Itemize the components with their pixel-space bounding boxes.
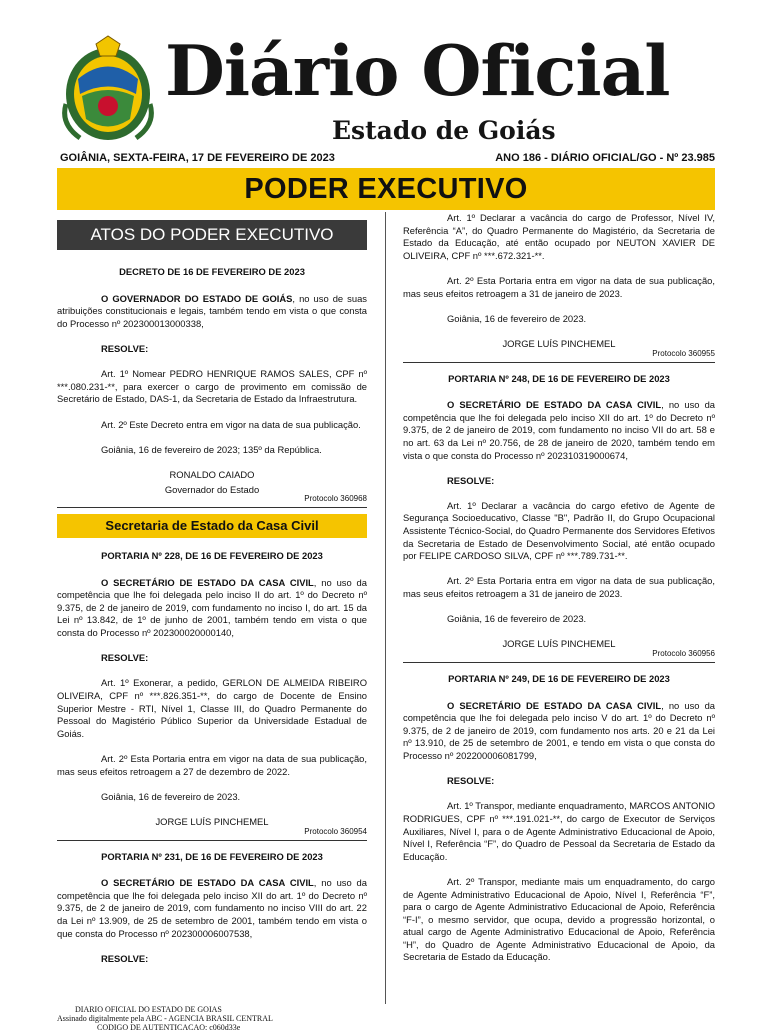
footer-line-1: DIARIO OFICIAL DO ESTADO DE GOIAS bbox=[75, 1005, 222, 1014]
decreto-signer-role: Governador do Estado bbox=[164, 483, 260, 495]
casa-civil-header: Secretaria de Estado da Casa Civil bbox=[57, 514, 367, 538]
footer-line-2: Assinado digitalmente pela ABC - AGENCIA BRASIL CENTRAL bbox=[57, 1014, 273, 1023]
left-column bbox=[57, 212, 367, 978]
state-coat-of-arms-icon bbox=[58, 34, 158, 144]
portaria248-intro: O SECRETÁRIO DE ESTADO DA CASA CIVIL, no uso da competência que lhe foi delegada pelo inciso XII do art. 1º do Decreto nº 9.375, de 2 de janeiro de 2019, com fundamento no inciso VII do art. 58 e no art. 63 da Lei nº 20.756, de 28 de janeiro de 2020, também tendo em vista o que consta do Processo nº 202310319000674, bbox=[403, 399, 715, 461]
portaria249-art2: Art. 2º Transpor, mediante mais um enquadramento, do cargo de Agente Administrativo Educacional de Apoio, Nível I, Referência “F”, para o cargo de Agente Administrativo Educacional de Apoio, Referência “F-I”, o mesmo servidor, que ocupa, devido a progressão horizontal, o atual cargo de Agente Administrativo Educacional de Apoio, Referência “H”, do Quadro de Agente Administrativo Educacional de Apoio, da Secretaria de Estado da Educação. bbox=[403, 875, 715, 963]
masthead bbox=[0, 0, 770, 175]
decreto-title: DECRETO DE 16 DE FEVEREIRO DE 2023 bbox=[119, 266, 305, 277]
portaria228-art2: Art. 2º Esta Portaria entra em vigor na data de sua publicação, mas seus efeitos retroagem a 27 de dezembro de 2022. bbox=[57, 753, 367, 777]
atos-header: ATOS DO PODER EXECUTIVO bbox=[57, 220, 367, 250]
portaria-cont-art2: Art. 2º Esta Portaria entra em vigor na data de sua publicação, mas seus efeitos retroagem a 31 de janeiro de 2023. bbox=[403, 274, 715, 299]
portaria248-protocol: Protocolo 360956 bbox=[403, 649, 715, 663]
portaria248-art1: Art. 1º Declarar a vacância do cargo efetivo de Agente de Segurança Socioeducativo, Classe "B", Padrão II, do Grupo Ocupacional Assistente Técnico-Social, do Quadro Permanente dos Servidores Efetivos da Secretaria de Estado de Desenvolvimento Social, até então ocupado por FELIPE CARDOSO SILVA, CPF nº ***.789.731-**. bbox=[403, 499, 715, 562]
portaria249-art1: Art. 1º Transpor, mediante enquadramento, MARCOS ANTONIO RODRIGUES, CPF nº ***.191.021-**, do cargo de Executor de Serviços Auxiliares, Nível I, para o de Agente Administrativo Educacional de Apoio, Nível I, Referência “F”, do Quadro de Pessoal da Secretaria de Estado da Educação. bbox=[403, 800, 715, 862]
portaria228-signer: JORGE LUÍS PINCHEMEL bbox=[155, 815, 269, 827]
right-column bbox=[403, 212, 715, 977]
portaria231-title: PORTARIA Nº 231, DE 16 DE FEVEREIRO DE 2023 bbox=[101, 850, 323, 862]
portaria249-intro: O SECRETÁRIO DE ESTADO DA CASA CIVIL, no uso da competência que lhe foi delegada pelo inciso V do art. 1º do Decreto nº 9.375, de 2 de janeiro de 2019, com fundamento nos arts. 20 e 21 da Lei nº 13.910, de 25 de setembro de 2001, e tendo em vista o que consta do Processo nº 202200006081799, bbox=[403, 699, 715, 761]
footer-authentication-code: CODIGO DE AUTENTICACAO: c060d33e bbox=[97, 1023, 241, 1032]
section-title: PODER EXECUTIVO bbox=[244, 173, 528, 205]
decreto-resolve: RESOLVE: bbox=[101, 342, 149, 354]
portaria228-place-date: Goiânia, 16 de fevereiro de 2023. bbox=[101, 790, 241, 802]
portaria228-protocol: Protocolo 360954 bbox=[57, 827, 367, 841]
portaria228-art1: Art. 1º Exonerar, a pedido, GERLON DE ALMEIDA RIBEIRO OLIVEIRA, CPF nº ***.826.351-**, do cargo de Docente de Ensino Superior Mestre - RTI, Nível 1, Classe III, do Quadro Permanente do Pessoal do Magistério Público Superior da Universidade Estadual de Goiás. bbox=[57, 677, 367, 739]
portaria-cont-protocol: Protocolo 360955 bbox=[403, 349, 715, 363]
portaria228-intro: O SECRETÁRIO DE ESTADO DA CASA CIVIL, no uso da competência que lhe foi delegada pelo inciso II do art. 1º do Decreto nº 9.375, de 2 de janeiro de 2019, com fundamento no inciso I, do art. 15 da Lei nº 13.842, de 1º de junho de 2001, também tendo em vista o que consta do Processo nº 202300020000140, bbox=[57, 576, 367, 639]
column-divider bbox=[385, 212, 386, 1004]
portaria248-signer: JORGE LUÍS PINCHEMEL bbox=[502, 638, 616, 650]
portaria-cont-place-date: Goiânia, 16 de fevereiro de 2023. bbox=[447, 312, 587, 324]
section-band bbox=[57, 168, 715, 210]
masthead-subtitle: Estado de Goiás bbox=[332, 116, 556, 145]
portaria249-resolve: RESOLVE: bbox=[447, 775, 495, 787]
decreto-art1: Art. 1º Nomear PEDRO HENRIQUE RAMOS SALES, CPF nº ***.080.231-**, para exercer o cargo de provimento em comissão de Secretário de Estado, DAS-1, da Secretaria de Estado da Infraestrutura. bbox=[57, 368, 367, 405]
decreto-art2: Art. 2º Este Decreto entra em vigor na data de sua publicação. bbox=[101, 418, 361, 430]
portaria248-resolve: RESOLVE: bbox=[447, 474, 495, 486]
decreto-protocol: Protocolo 360968 bbox=[57, 494, 367, 508]
portaria248-place-date: Goiânia, 16 de fevereiro de 2023. bbox=[447, 613, 587, 625]
portaria228-resolve: RESOLVE: bbox=[101, 652, 149, 664]
portaria249-title: PORTARIA Nº 249, DE 16 DE FEVEREIRO DE 2023 bbox=[448, 673, 670, 684]
portaria231-resolve: RESOLVE: bbox=[101, 952, 149, 964]
decreto-intro: O GOVERNADOR DO ESTADO DE GOIÁS, no uso de suas atribuições constitucionais e legais, também tendo em vista o que consta do Processo nº 202300013000338, bbox=[57, 292, 367, 329]
portaria-cont-art1: Art. 1º Declarar a vacância do cargo de Professor, Nível IV, Referência “A”, do Quadro Permanente do Magistério, da Secretaria de Estado da Educação, até então ocupado por NEUTON XAVIER DE OLIVEIRA, CPF nº ***.672.321-**. bbox=[403, 212, 715, 261]
masthead-title: Diário Oficial bbox=[165, 31, 670, 112]
portaria-cont-signer: JORGE LUÍS PINCHEMEL bbox=[502, 337, 616, 349]
footer bbox=[57, 1005, 377, 1032]
portaria248-art2: Art. 2º Esta Portaria entra em vigor na data de sua publicação, mas seus efeitos retroagem a 31 de janeiro de 2023. bbox=[403, 575, 715, 600]
portaria231-intro: O SECRETÁRIO DE ESTADO DA CASA CIVIL, no uso da competência que lhe foi delegada pelo inciso XII do art. 1º do Decreto nº 9.375, de 2 de janeiro de 2019, com fundamento no inciso VIII do art. 22 da Lei nº 13.909, de 25 de setembro de 2001, também tendo em vista o que consta do Processo nº 202300006007538, bbox=[57, 877, 367, 939]
edition-number: ANO 186 - DIÁRIO OFICIAL/GO - Nº 23.985 bbox=[495, 152, 715, 164]
portaria248-title: PORTARIA Nº 248, DE 16 DE FEVEREIRO DE 2023 bbox=[448, 372, 670, 384]
portaria228-title: PORTARIA Nº 228, DE 16 DE FEVEREIRO DE 2023 bbox=[101, 550, 323, 562]
decreto-signer: RONALDO CAIADO bbox=[169, 468, 255, 480]
decreto-place-date: Goiânia, 16 de fevereiro de 2023; 135º da República. bbox=[101, 443, 322, 455]
issue-date: GOIÂNIA, SEXTA-FEIRA, 17 DE FEVEREIRO DE 2023 bbox=[60, 152, 335, 164]
